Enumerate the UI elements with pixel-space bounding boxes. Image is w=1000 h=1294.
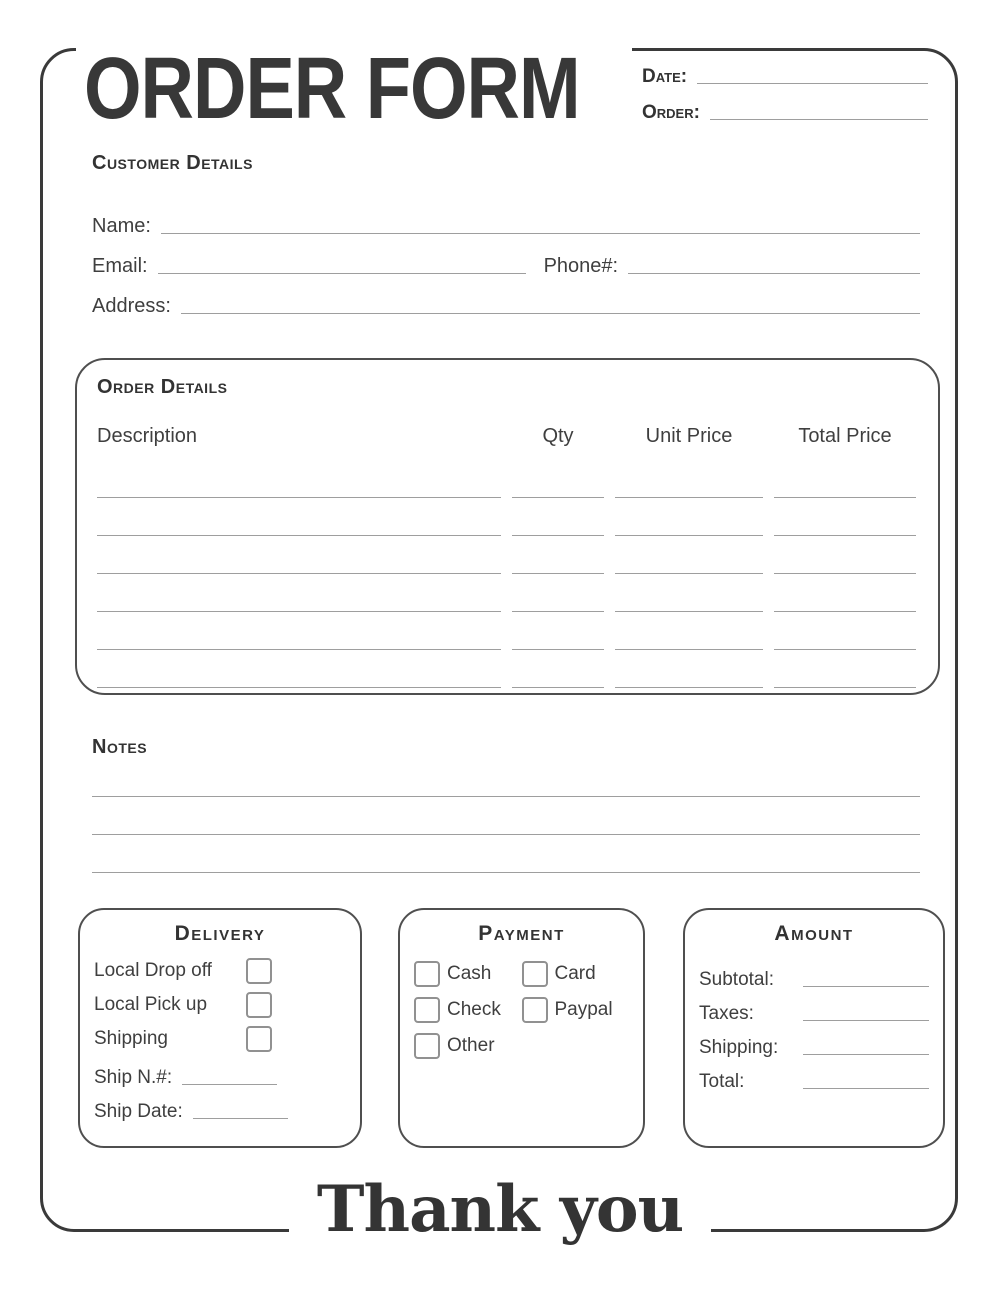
shipping-label: Shipping: bbox=[699, 1037, 779, 1058]
description-line[interactable] bbox=[97, 574, 501, 612]
check-label: Check bbox=[447, 999, 501, 1020]
total-row bbox=[699, 1060, 929, 1094]
unit-price-line[interactable] bbox=[615, 650, 763, 688]
checkbox-check[interactable] bbox=[414, 997, 440, 1023]
taxes-label: Taxes: bbox=[699, 1003, 754, 1024]
total-price-line[interactable] bbox=[774, 460, 916, 498]
email-row bbox=[92, 248, 920, 278]
ship-number-line[interactable] bbox=[182, 1084, 277, 1085]
col-header-description: Description bbox=[97, 425, 198, 447]
delivery-box bbox=[78, 908, 362, 1148]
total-price-line[interactable] bbox=[774, 536, 916, 574]
unit-price-line[interactable] bbox=[615, 498, 763, 536]
description-line[interactable] bbox=[97, 498, 501, 536]
delivery-heading: Delivery bbox=[174, 922, 266, 945]
payment-row bbox=[414, 956, 629, 992]
description-line[interactable] bbox=[97, 460, 501, 498]
date-row bbox=[642, 58, 928, 88]
order-details-heading: Order Details bbox=[97, 376, 228, 398]
ship-date-label: Ship Date: bbox=[94, 1101, 183, 1122]
notes-heading: Notes bbox=[92, 736, 148, 758]
local-pick-up-label: Local Pick up bbox=[94, 994, 208, 1015]
ship-number-label: Ship N.#: bbox=[94, 1067, 173, 1088]
table-row bbox=[97, 612, 918, 650]
subtotal-label: Subtotal: bbox=[699, 969, 774, 990]
paypal-label: Paypal bbox=[554, 999, 613, 1020]
table-row bbox=[97, 574, 918, 612]
order-details-box bbox=[75, 358, 940, 695]
qty-line[interactable] bbox=[512, 650, 604, 688]
subtotal-line[interactable] bbox=[803, 986, 929, 987]
notes-line[interactable] bbox=[92, 835, 920, 873]
qty-line[interactable] bbox=[512, 536, 604, 574]
description-line[interactable] bbox=[97, 612, 501, 650]
email-line[interactable] bbox=[158, 273, 526, 274]
unit-price-line[interactable] bbox=[615, 536, 763, 574]
email-label: Email: bbox=[92, 255, 148, 277]
order-number-label: Order: bbox=[642, 102, 700, 123]
shipping-line[interactable] bbox=[803, 1054, 929, 1055]
notes-section bbox=[92, 736, 920, 873]
customer-details-heading: Customer Details bbox=[92, 152, 253, 174]
customer-details-section bbox=[92, 152, 920, 318]
table-row bbox=[97, 460, 918, 498]
table-row bbox=[97, 650, 918, 688]
header-fields bbox=[642, 58, 928, 130]
footer bbox=[0, 1172, 1000, 1247]
ship-date-row bbox=[94, 1090, 346, 1124]
table-row bbox=[97, 498, 918, 536]
col-header-total-price: Total Price bbox=[798, 425, 892, 447]
thank-you-text: Thank you bbox=[289, 1172, 711, 1247]
payment-row bbox=[414, 992, 629, 1028]
payment-heading: Payment bbox=[478, 922, 565, 945]
unit-price-line[interactable] bbox=[615, 612, 763, 650]
date-line[interactable] bbox=[697, 83, 928, 84]
checkbox-shipping[interactable] bbox=[246, 1026, 272, 1052]
unit-price-line[interactable] bbox=[615, 574, 763, 612]
ship-number-row bbox=[94, 1056, 346, 1090]
total-price-line[interactable] bbox=[774, 574, 916, 612]
qty-line[interactable] bbox=[512, 574, 604, 612]
ship-date-line[interactable] bbox=[193, 1118, 288, 1119]
checkbox-paypal[interactable] bbox=[522, 997, 548, 1023]
phone-line[interactable] bbox=[628, 273, 920, 274]
address-line[interactable] bbox=[181, 313, 920, 314]
order-number-row bbox=[642, 94, 928, 124]
subtotal-row bbox=[699, 958, 929, 992]
total-line[interactable] bbox=[803, 1088, 929, 1089]
checkbox-card[interactable] bbox=[522, 961, 548, 987]
qty-line[interactable] bbox=[512, 460, 604, 498]
order-table-rows bbox=[97, 460, 918, 688]
taxes-line[interactable] bbox=[803, 1020, 929, 1021]
address-label: Address: bbox=[92, 295, 171, 317]
other-label: Other bbox=[447, 1035, 495, 1056]
order-number-line[interactable] bbox=[710, 119, 928, 120]
checkbox-cash[interactable] bbox=[414, 961, 440, 987]
name-label: Name: bbox=[92, 215, 151, 237]
shipping-option-label: Shipping bbox=[94, 1028, 168, 1049]
date-label: Date: bbox=[642, 66, 688, 87]
total-price-line[interactable] bbox=[774, 498, 916, 536]
name-line[interactable] bbox=[161, 233, 920, 234]
qty-line[interactable] bbox=[512, 498, 604, 536]
qty-line[interactable] bbox=[512, 612, 604, 650]
shipping-row bbox=[699, 1026, 929, 1060]
delivery-option-row bbox=[94, 988, 346, 1022]
col-header-qty: Qty bbox=[542, 425, 574, 447]
page-title: ORDER FORM bbox=[84, 39, 580, 138]
address-row bbox=[92, 288, 920, 318]
payment-row bbox=[414, 1028, 629, 1064]
notes-line[interactable] bbox=[92, 797, 920, 835]
table-row bbox=[97, 536, 918, 574]
name-row bbox=[92, 208, 920, 238]
amount-box bbox=[683, 908, 945, 1148]
local-drop-off-label: Local Drop off bbox=[94, 960, 212, 981]
notes-line[interactable] bbox=[92, 759, 920, 797]
taxes-row bbox=[699, 992, 929, 1026]
checkbox-local-drop-off[interactable] bbox=[246, 958, 272, 984]
amount-heading: Amount bbox=[774, 922, 854, 945]
order-table-header bbox=[97, 425, 918, 448]
card-label: Card bbox=[554, 963, 596, 984]
total-price-line[interactable] bbox=[774, 612, 916, 650]
unit-price-line[interactable] bbox=[615, 460, 763, 498]
col-header-unit-price: Unit Price bbox=[645, 425, 733, 447]
delivery-option-row bbox=[94, 954, 346, 988]
delivery-option-row bbox=[94, 1022, 346, 1056]
phone-label: Phone#: bbox=[543, 255, 619, 277]
payment-box bbox=[398, 908, 645, 1148]
description-line[interactable] bbox=[97, 536, 501, 574]
total-label: Total: bbox=[699, 1071, 745, 1092]
total-price-line[interactable] bbox=[774, 650, 916, 688]
checkbox-local-pick-up[interactable] bbox=[246, 992, 272, 1018]
checkbox-other[interactable] bbox=[414, 1033, 440, 1059]
description-line[interactable] bbox=[97, 650, 501, 688]
cash-label: Cash bbox=[447, 963, 492, 984]
